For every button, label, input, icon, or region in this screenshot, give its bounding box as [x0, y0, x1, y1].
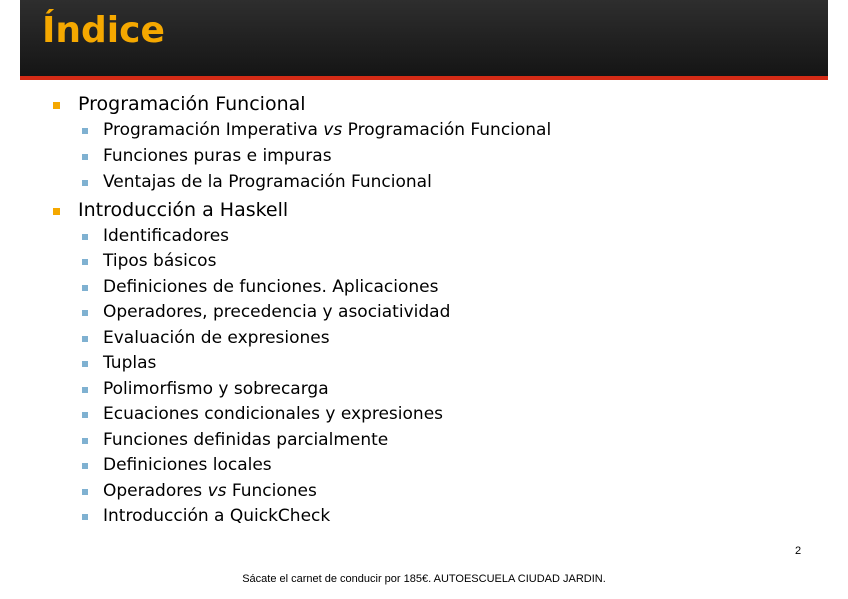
bullet-square-icon	[82, 259, 88, 265]
bullet-square-icon	[53, 102, 60, 109]
slide-title: Índice	[42, 10, 165, 51]
page-number: 2	[795, 545, 802, 557]
outline-item: Identificadores	[103, 226, 230, 246]
bullet-square-icon	[82, 361, 88, 367]
bullet-square-icon	[82, 438, 88, 444]
bullet-square-icon	[82, 489, 88, 495]
bullet-square-icon	[53, 208, 60, 215]
bullet-square-icon	[82, 387, 88, 393]
outline-item: Ventajas de la Programación Funcional	[103, 172, 432, 192]
outline-item: Operadores vs Funciones	[103, 481, 317, 501]
bullet-square-icon	[82, 234, 88, 240]
outline-item: Funciones definidas parcialmente	[103, 430, 389, 450]
bullet-square-icon	[82, 514, 88, 520]
outline-section-programacion-funcional: Programación Funcional	[78, 93, 306, 115]
footer-text: Sácate el carnet de conducir por 185€. AUTOESCUELA CIUDAD JARDIN.	[242, 573, 606, 585]
outline-item: Operadores, precedencia y asociatividad	[103, 302, 451, 322]
outline-item: Programación Imperativa vs Programación Funcional	[103, 120, 552, 140]
outline-item: Ecuaciones condicionales y expresiones	[103, 404, 444, 424]
outline-item: Polimorfismo y sobrecarga	[103, 379, 329, 399]
bullet-square-icon	[82, 285, 88, 291]
bullet-square-icon	[82, 310, 88, 316]
outline-item: Funciones puras e impuras	[103, 146, 332, 166]
bullet-square-icon	[82, 180, 88, 186]
outline-section-introduccion-haskell: Introducción a Haskell	[78, 199, 289, 221]
outline-item: Tipos básicos	[103, 251, 217, 271]
bullet-square-icon	[82, 463, 88, 469]
outline-item: Definiciones de funciones. Aplicaciones	[103, 277, 439, 297]
bullet-square-icon	[82, 154, 88, 160]
outline-item: Evaluación de expresiones	[103, 328, 330, 348]
title-accent-line	[20, 76, 828, 80]
outline-item: Tuplas	[103, 353, 157, 373]
outline-item: Definiciones locales	[103, 455, 272, 475]
bullet-square-icon	[82, 128, 88, 134]
bullet-square-icon	[82, 412, 88, 418]
bullet-square-icon	[82, 336, 88, 342]
outline-item: Introducción a QuickCheck	[103, 506, 331, 526]
